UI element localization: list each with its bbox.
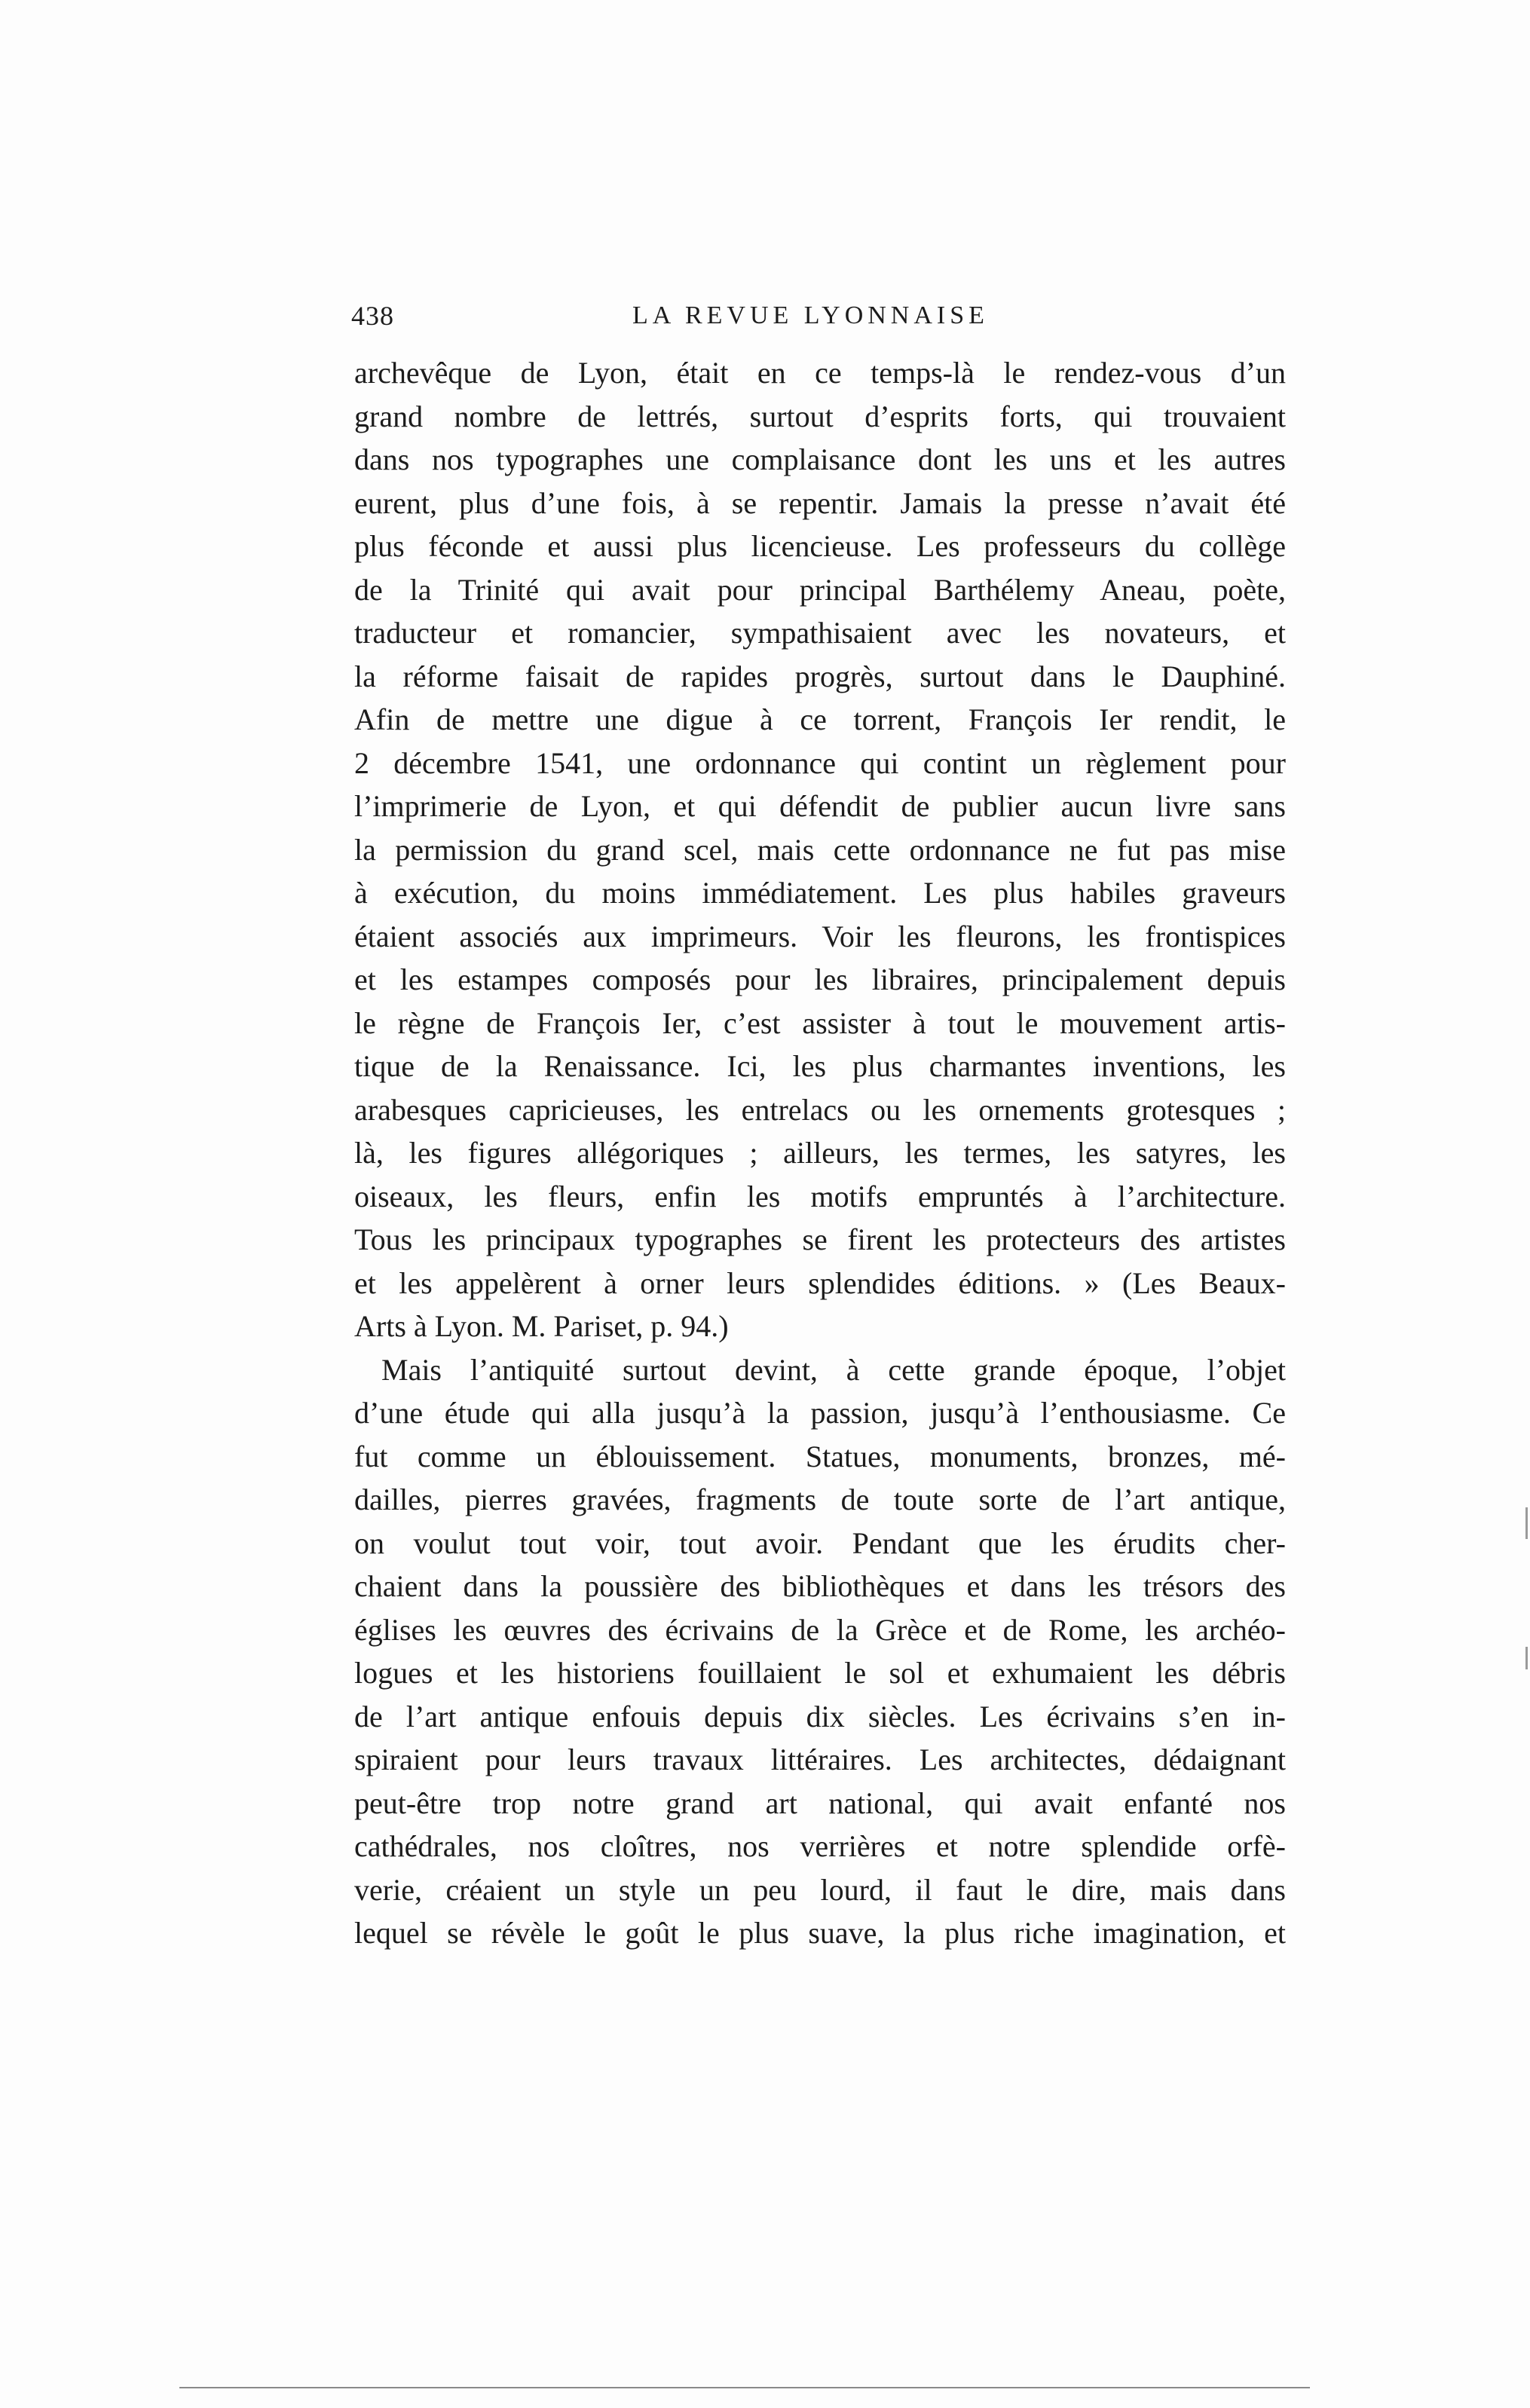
text-line: la permission du grand scel, mais cette ordonnance ne fut pas mise — [354, 832, 1286, 867]
text-line: traducteur et romancier, sympathisaient avec les novateurs, et — [354, 616, 1286, 650]
text-line: spiraient pour leurs travaux littéraires. Les architectes, dédaignant — [354, 1743, 1286, 1776]
scan-edge-mark — [1525, 1647, 1528, 1669]
text-line: dailles, pierres gravées, fragments de toute sorte de l’art antique, — [354, 1482, 1286, 1516]
text-line: fut comme un éblouissement. Statues, monuments, bronzes, mé- — [354, 1439, 1286, 1473]
page-number: 438 — [351, 301, 394, 331]
text-line: grand nombre de lettrés, surtout d’esprits forts, qui trouvaient — [354, 399, 1286, 433]
text-line: Tous les principaux typographes se firent les protecteurs des artistes — [354, 1222, 1286, 1256]
text-line: on voulut tout voir, tout avoir. Pendant que les érudits cher- — [354, 1525, 1286, 1560]
text-line: étaient associés aux imprimeurs. Voir les fleurons, les frontispices — [354, 919, 1286, 953]
text-line: tique de la Renaissance. Ici, les plus charmantes inventions, les — [354, 1049, 1286, 1083]
text-line: archevêque de Lyon, était en ce temps-là le rendez-vous d’un — [354, 356, 1286, 390]
text-line: Afin de mettre une digue à ce torrent, François Ier rendit, le — [354, 702, 1286, 736]
journal-title: LA REVUE LYONNAISE — [632, 301, 989, 329]
running-head — [351, 300, 1286, 338]
text-line: là, les figures allégoriques ; ailleurs, les termes, les satyres, les — [354, 1136, 1286, 1170]
text-line: dans nos typographes une complaisance dont les uns et les autres — [354, 442, 1286, 476]
text-line: Arts à Lyon. M. Pariset, p. 94.) — [354, 1309, 729, 1343]
text-line: la réforme faisait de rapides progrès, surtout dans le Dauphiné. — [354, 659, 1286, 693]
text-line: arabesques capricieuses, les entrelacs ou les ornements grotesques ; — [354, 1092, 1286, 1127]
text-line: de l’art antique enfouis depuis dix siècles. Les écrivains s’en in- — [354, 1699, 1286, 1733]
text-line: oiseaux, les fleurs, enfin les motifs empruntés à l’architecture. — [354, 1179, 1286, 1213]
text-line: eurent, plus d’une fois, à se repentir. Jamais la presse n’avait été — [354, 485, 1286, 520]
text-line: et les appelèrent à orner leurs splendides éditions. » (Les Beaux- — [354, 1265, 1286, 1300]
text-line: peut-être trop notre grand art national, qui avait enfanté nos — [354, 1785, 1286, 1820]
text-line: à exécution, du moins immédiatement. Les plus habiles graveurs — [354, 876, 1286, 910]
scan-bottom-edge — [179, 2387, 1310, 2388]
text-line: chaient dans la poussière des bibliothèques et dans les trésors des — [354, 1569, 1286, 1603]
text-line: verie, créaient un style un peu lourd, il faut le dire, mais dans — [354, 1872, 1286, 1907]
text-line: logues et les historiens fouillaient le sol et exhumaient les débris — [354, 1656, 1286, 1690]
text-line: Mais l’antiquité surtout devint, à cette grande époque, l’objet — [381, 1352, 1286, 1387]
text-line: le règne de François Ier, c’est assister à tout le mouvement artis- — [354, 1005, 1286, 1040]
text-line: plus féconde et aussi plus licencieuse. Les professeurs du collège — [354, 529, 1286, 563]
scan-edge-mark — [1525, 1507, 1528, 1539]
text-line: lequel se révèle le goût le plus suave, la plus riche imagination, et — [354, 1916, 1286, 1950]
text-line: 2 décembre 1541, une ordonnance qui contint un règlement pour — [354, 745, 1286, 780]
text-line: de la Trinité qui avait pour principal Barthélemy Aneau, poète, — [354, 572, 1286, 607]
text-line: et les estampes composés pour les libraires, principalement depuis — [354, 962, 1286, 996]
text-line: églises les œuvres des écrivains de la Grèce et de Rome, les archéo- — [354, 1612, 1286, 1647]
text-line: l’imprimerie de Lyon, et qui défendit de publier aucun livre sans — [354, 789, 1286, 823]
body-text — [354, 351, 1286, 1955]
text-line: cathédrales, nos cloîtres, nos verrières et notre splendide orfè- — [354, 1829, 1286, 1863]
text-line: d’une étude qui alla jusqu’à la passion, jusqu’à l’enthousiasme. Ce — [354, 1396, 1286, 1430]
